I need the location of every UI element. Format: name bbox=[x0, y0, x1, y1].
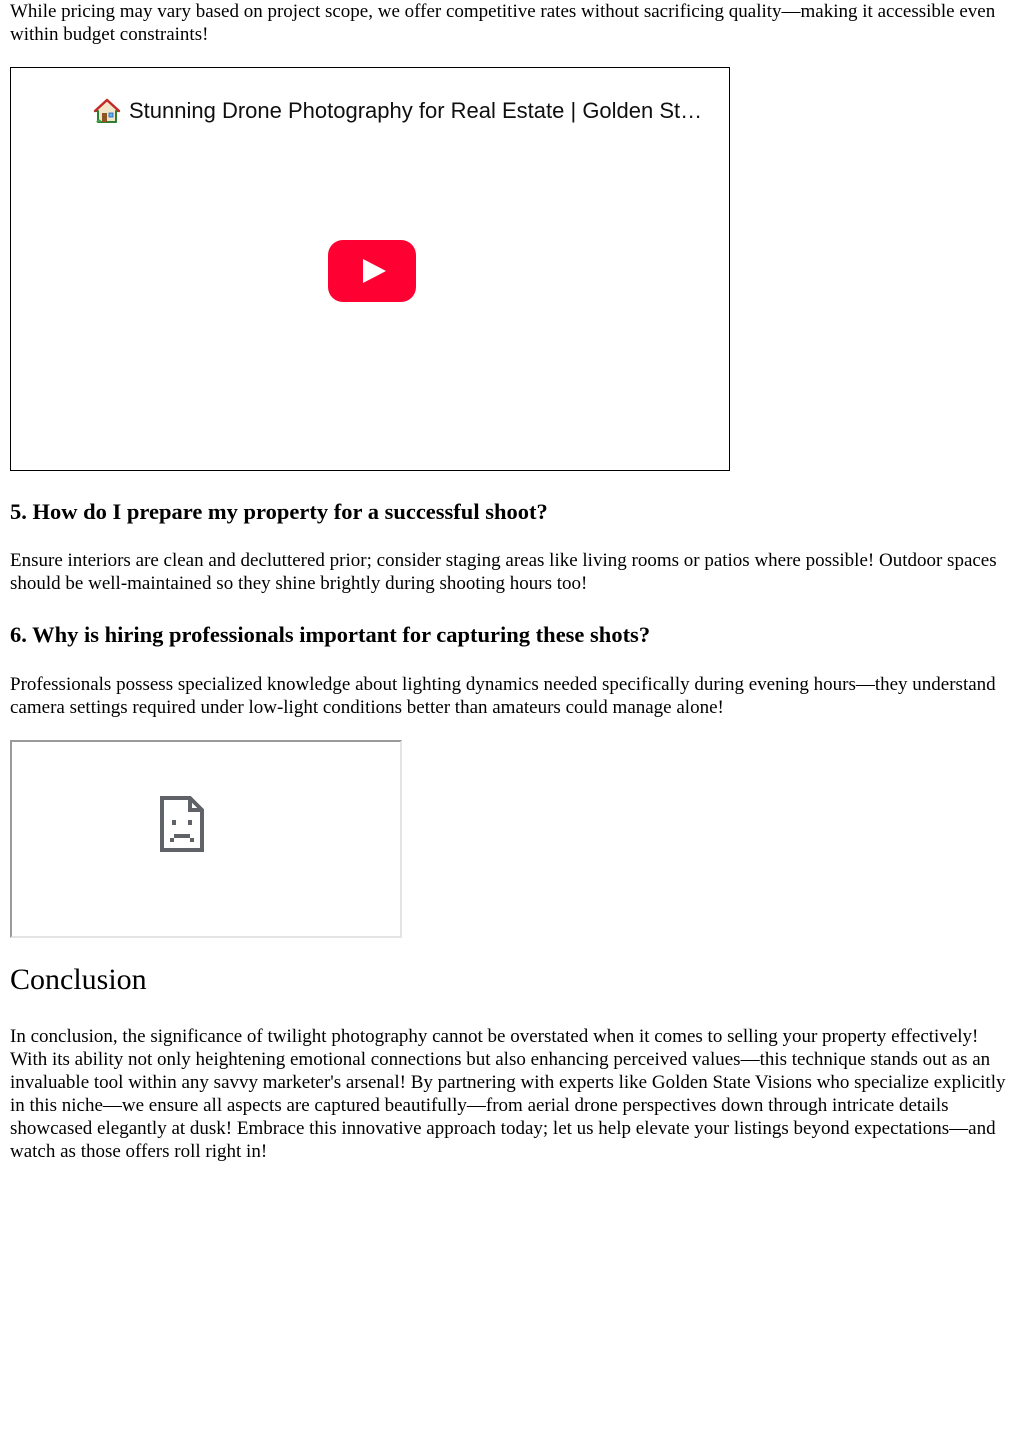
house-icon bbox=[93, 98, 121, 124]
faq-question-6: 6. Why is hiring professionals important for capturing these shots? bbox=[10, 622, 651, 647]
video-title-bar[interactable] bbox=[93, 96, 713, 126]
conclusion-paragraph: In conclusion, the significance of twilight photography cannot be overstated when it comes to selling your property effectively! With its ability not only heightening emotional connections but also enhancing perceived values—this technique stands out as an invaluable tool within any savvy marketer's arsenal! By partnering with experts like Golden State Visions who specialize explicitly in this niche—we ensure all aspects are captured beautifully—from aerial drone perspectives down through intricate details showcased elegantly at dusk! Embrace this innovative approach today; let us help elevate your listings beyond expectations—and watch as those offers roll right in! bbox=[10, 1026, 1006, 1162]
pricing-paragraph: While pricing may vary based on project scope, we offer competitive rates without sacrificing quality—making it accessible even within budget constraints! bbox=[10, 1, 996, 45]
youtube-play-icon[interactable] bbox=[328, 240, 416, 302]
conclusion-heading: Conclusion bbox=[10, 963, 147, 996]
sad-document-icon bbox=[160, 796, 204, 852]
broken-embed-frame bbox=[10, 740, 402, 938]
faq-answer-5: Ensure interiors are clean and decluttered prior; consider staging areas like living rooms or patios where possible! Outdoor spaces should be well-maintained so they shine brightly during shooting hours too! bbox=[10, 550, 997, 594]
faq-answer-6: Professionals possess specialized knowledge about lighting dynamics needed specifically during evening hours—they understand camera settings required under low-light conditions better than amateurs could manage alone! bbox=[10, 674, 996, 718]
faq-question-5: 5. How do I prepare my property for a successful shoot? bbox=[10, 499, 548, 524]
video-title[interactable]: Stunning Drone Photography for Real Estate | Golden St… bbox=[129, 98, 703, 123]
youtube-video-embed[interactable] bbox=[10, 67, 730, 471]
